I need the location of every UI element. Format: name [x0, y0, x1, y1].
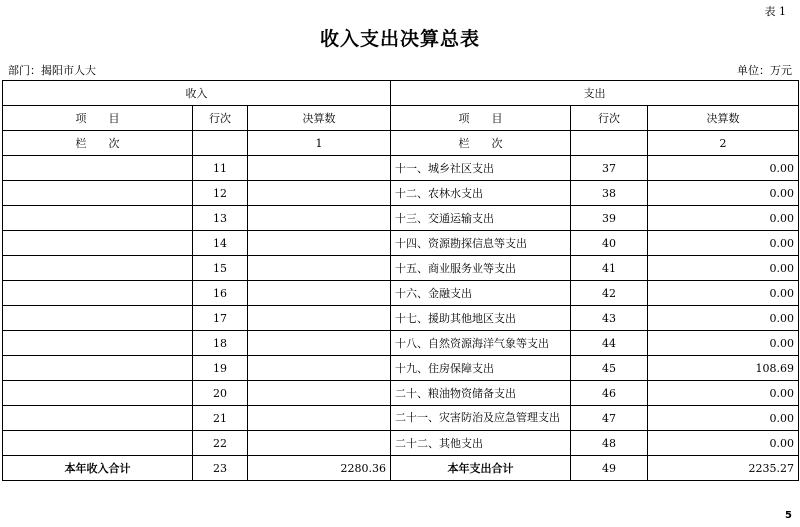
expense-item-name: 十四、资源勘探信息等支出 [391, 231, 571, 256]
expense-row-no: 43 [571, 306, 648, 331]
income-item-cell [3, 331, 193, 356]
income-amount-cell [248, 381, 391, 406]
income-item-cell [3, 406, 193, 431]
income-row-no-header: 行次 [193, 106, 248, 131]
income-row-no: 15 [193, 256, 248, 281]
expense-total-label: 本年支出合计 [391, 456, 571, 481]
income-total-row-no: 23 [193, 456, 248, 481]
income-amount-cell [248, 156, 391, 181]
expense-row-no: 38 [571, 181, 648, 206]
page-title: 收入支出决算总表 [319, 28, 480, 50]
income-item-cell [3, 231, 193, 256]
expense-row-no: 48 [571, 431, 648, 456]
table-row [3, 381, 799, 406]
table-number: 表 1 [764, 5, 786, 18]
expense-row-no: 42 [571, 281, 648, 306]
table-row [3, 306, 799, 331]
empty-cell [571, 131, 648, 156]
expense-item-header: 项 目 [391, 106, 571, 131]
expense-amount: 0.00 [648, 256, 799, 281]
expense-row-no: 46 [571, 381, 648, 406]
income-total-label: 本年收入合计 [3, 456, 193, 481]
expense-item-name: 十五、商业服务业等支出 [391, 256, 571, 281]
expense-header: 支出 [391, 81, 799, 106]
table-row [3, 181, 799, 206]
expense-item-name: 十七、援助其他地区支出 [391, 306, 571, 331]
expense-item-name: 十三、交通运输支出 [391, 206, 571, 231]
expense-amount: 0.00 [648, 431, 799, 456]
expense-amount: 108.69 [648, 356, 799, 381]
expense-amount: 0.00 [648, 406, 799, 431]
income-item-cell [3, 381, 193, 406]
income-row-no: 12 [193, 181, 248, 206]
expense-row-no-header: 行次 [571, 106, 648, 131]
column-header-row [3, 106, 799, 131]
expense-item-name: 十八、自然资源海洋气象等支出 [391, 331, 571, 356]
income-row-no: 11 [193, 156, 248, 181]
expense-row-no: 44 [571, 331, 648, 356]
income-item-cell [3, 306, 193, 331]
table-row [3, 231, 799, 256]
totals-row [3, 456, 799, 481]
income-row-no: 20 [193, 381, 248, 406]
expense-row-no: 37 [571, 156, 648, 181]
expense-amount: 0.00 [648, 306, 799, 331]
expense-item-name: 二十二、其他支出 [391, 431, 571, 456]
expense-column-order-label: 栏 次 [391, 131, 571, 156]
income-item-cell [3, 356, 193, 381]
expense-total-row-no: 49 [571, 456, 648, 481]
empty-cell [193, 131, 248, 156]
expense-item-name: 十六、金融支出 [391, 281, 571, 306]
income-item-cell [3, 431, 193, 456]
income-row-no: 17 [193, 306, 248, 331]
income-amount-cell [248, 181, 391, 206]
income-total-amount: 2280.36 [248, 456, 391, 481]
expense-amount: 0.00 [648, 156, 799, 181]
expense-item-name: 二十一、灾害防治及应急管理支出 [391, 406, 571, 431]
table-row [3, 331, 799, 356]
income-row-no: 19 [193, 356, 248, 381]
income-row-no: 18 [193, 331, 248, 356]
column-order-row [3, 131, 799, 156]
income-amount-cell [248, 281, 391, 306]
expense-item-name: 十九、住房保障支出 [391, 356, 571, 381]
income-amount-cell [248, 231, 391, 256]
expense-item-name: 十一、城乡社区支出 [391, 156, 571, 181]
income-row-no: 22 [193, 431, 248, 456]
income-item-header: 项 目 [3, 106, 193, 131]
table-row [3, 431, 799, 456]
expense-amount: 0.00 [648, 381, 799, 406]
unit-label: 单位：万元 [737, 64, 792, 77]
income-item-cell [3, 281, 193, 306]
expense-item-name: 十二、农林水支出 [391, 181, 571, 206]
income-item-cell [3, 181, 193, 206]
income-item-cell [3, 206, 193, 231]
income-amount-cell [248, 206, 391, 231]
table-row [3, 156, 799, 181]
expense-amount: 0.00 [648, 231, 799, 256]
income-row-no: 13 [193, 206, 248, 231]
expense-amount-header: 决算数 [648, 106, 799, 131]
income-row-no: 21 [193, 406, 248, 431]
page-number: 5 [785, 510, 792, 521]
table-row [3, 281, 799, 306]
income-item-cell [3, 156, 193, 181]
expense-item-name: 二十、粮油物资储备支出 [391, 381, 571, 406]
expense-row-no: 40 [571, 231, 648, 256]
table-row [3, 356, 799, 381]
table-row [3, 256, 799, 281]
income-row-no: 16 [193, 281, 248, 306]
summary-table [2, 80, 799, 481]
expense-amount: 0.00 [648, 181, 799, 206]
expense-row-no: 41 [571, 256, 648, 281]
income-amount-cell [248, 431, 391, 456]
expense-total-amount: 2235.27 [648, 456, 799, 481]
income-amount-cell [248, 406, 391, 431]
income-column-number: 1 [248, 131, 391, 156]
expense-row-no: 47 [571, 406, 648, 431]
income-row-no: 14 [193, 231, 248, 256]
expense-amount: 0.00 [648, 281, 799, 306]
income-amount-cell [248, 306, 391, 331]
expense-row-no: 45 [571, 356, 648, 381]
income-amount-cell [248, 356, 391, 381]
income-item-cell [3, 256, 193, 281]
section-header-row [3, 81, 799, 106]
table-row [3, 406, 799, 431]
expense-amount: 0.00 [648, 331, 799, 356]
expense-column-number: 2 [648, 131, 799, 156]
expense-amount: 0.00 [648, 206, 799, 231]
department-label: 部门：揭阳市人大 [8, 64, 96, 77]
income-amount-cell [248, 331, 391, 356]
income-header: 收入 [3, 81, 391, 106]
income-column-order-label: 栏 次 [3, 131, 193, 156]
table-row [3, 206, 799, 231]
income-amount-cell [248, 256, 391, 281]
income-amount-header: 决算数 [248, 106, 391, 131]
expense-row-no: 39 [571, 206, 648, 231]
